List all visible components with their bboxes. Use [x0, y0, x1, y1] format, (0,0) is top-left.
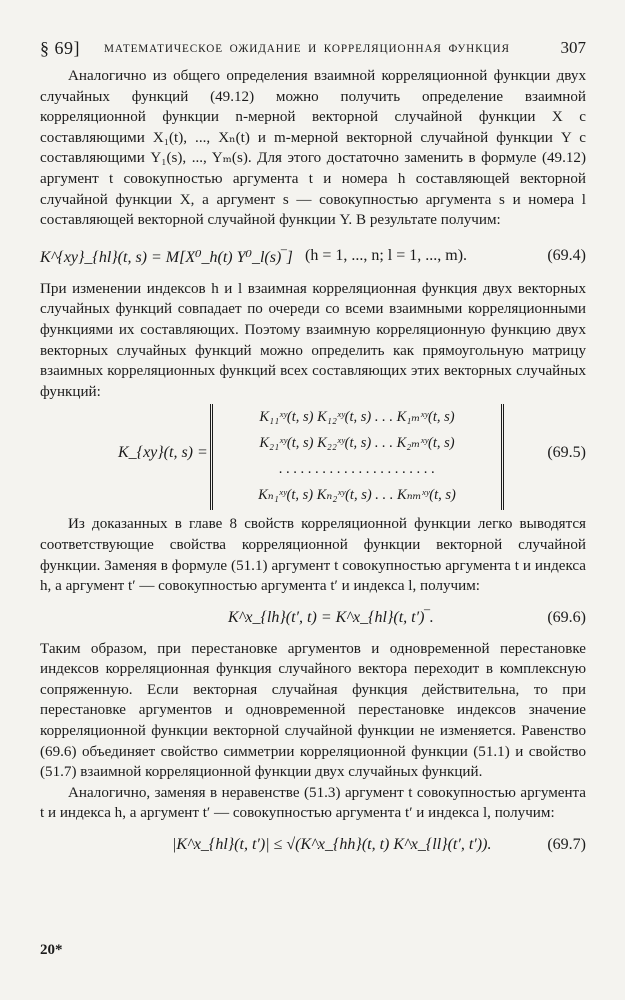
running-header [40, 36, 586, 66]
equation-69-6-body: K^x_{lh}(t′, t) = K^x_{hl}(t, t′)‾. [228, 608, 434, 626]
equation-69-4-body: K^{xy}_{hl}(t, s) = M[X⁰_h(t) Y⁰_l(s)‾] [40, 248, 293, 266]
equation-69-5-lhs: K_{xy}(t, s) = [118, 444, 208, 462]
paragraph-5: Аналогично, заменяя в неравенстве (51.3) аргумент t совокупностью аргумента t и индекса h, а аргумент t′ — совокупностью аргумента t′ и индекса l, получим: [40, 784, 586, 822]
equation-69-6 [40, 601, 586, 639]
page-number: 307 [560, 38, 586, 57]
section-marker: § 69] [40, 38, 80, 58]
matrix-row: K₂₁ˣʸ(t, s) K₂₂ˣʸ(t, s) . . . K₂ₘˣʸ(t, s) [259, 435, 455, 452]
equation-69-5-number: (69.5) [547, 444, 586, 462]
equation-69-7-number: (69.7) [547, 836, 586, 854]
paragraph-4: Таким образом, при перестановке аргументов и одновременной перестановке индексов корреляционная функция случайного вектора переходит в комплексную сопряженную. Если векторная случайная функция действительна, то при перестановке аргументов и одновременной перестановке индексов значение корреляционной функции векторной случайной функции не изменяется. Равенство (69.6) объединяет свойство симметрии корреляционной функции (51.1) и свойство (51.7) взаимной корреляционной функции двух случайных функций. [40, 640, 586, 781]
page [40, 36, 586, 868]
paragraph-2: При изменении индексов h и l взаимная корреляционная функция двух векторных случайных функций совпадает по очереди со всеми взаимными корреляционными функциями их составляющих. Поэтому взаимную корреляционную функцию двух векторных случайных функций можно определить как прямоугольную матрицу взаимных корреляционных функций всех составляющих этих векторных случайных функций: [40, 280, 586, 400]
equation-69-4-number: (69.4) [547, 246, 586, 264]
matrix-row: K₁₁ˣʸ(t, s) K₁₂ˣʸ(t, s) . . . K₁ₘˣʸ(t, s) [259, 409, 455, 426]
equation-69-6-number: (69.6) [547, 608, 586, 626]
paragraph-1: Аналогично из общего определения взаимной корреляционной функции двух случайных функций (49.12) можно получить определение взаимной корреляционной функции n-мерной векторной случайной функции X с составляющими X₁(t), ..., Xₙ(t) и m-мерной векторной случайной функции Y с составляющими Y₁(s), ..., Yₘ(s). Для этого достаточно заменить в формуле (49.12) аргумент t совокупностью аргумента t и номера h составляющей векторной случайной функции X, а аргумент s — совокупностью аргумента s и номера l составляющей векторной случайной функции Y. В результате получим: [40, 68, 586, 229]
signature-mark: 20* [40, 942, 63, 958]
equation-69-7-body: |K^x_{hl}(t, t′)| ≤ √(K^x_{hh}(t, t) K^x_{ll}(t′, t′)). [172, 836, 492, 854]
matrix-row: . . . . . . . . . . . . . . . . . . . . . . [279, 461, 435, 478]
equation-69-7 [40, 828, 586, 868]
equation-69-4 [40, 235, 586, 279]
equation-69-4-condition: (h = 1, ..., n; l = 1, ..., m). [305, 246, 468, 264]
paragraph-3: Из доказанных в главе 8 свойств корреляционной функции легко выводятся соответствующие свойства корреляционной функции векторной случайной функции. Заменяя в формуле (51.1) аргумент t совокупностью аргумента t и индекса h, а аргумент t′ — совокупностью аргумента t′ и индекса l, получим: [40, 516, 586, 595]
correlation-matrix [210, 404, 504, 510]
running-title: МАТЕМАТИЧЕСКОЕ ОЖИДАНИЕ И КОРРЕЛЯЦИОННАЯ ФУНКЦИЯ [104, 43, 510, 55]
equation-69-5 [40, 404, 586, 514]
matrix-row: Kₙ₁ˣʸ(t, s) Kₙ₂ˣʸ(t, s) . . . Kₙₘˣʸ(t, s) [258, 487, 456, 504]
